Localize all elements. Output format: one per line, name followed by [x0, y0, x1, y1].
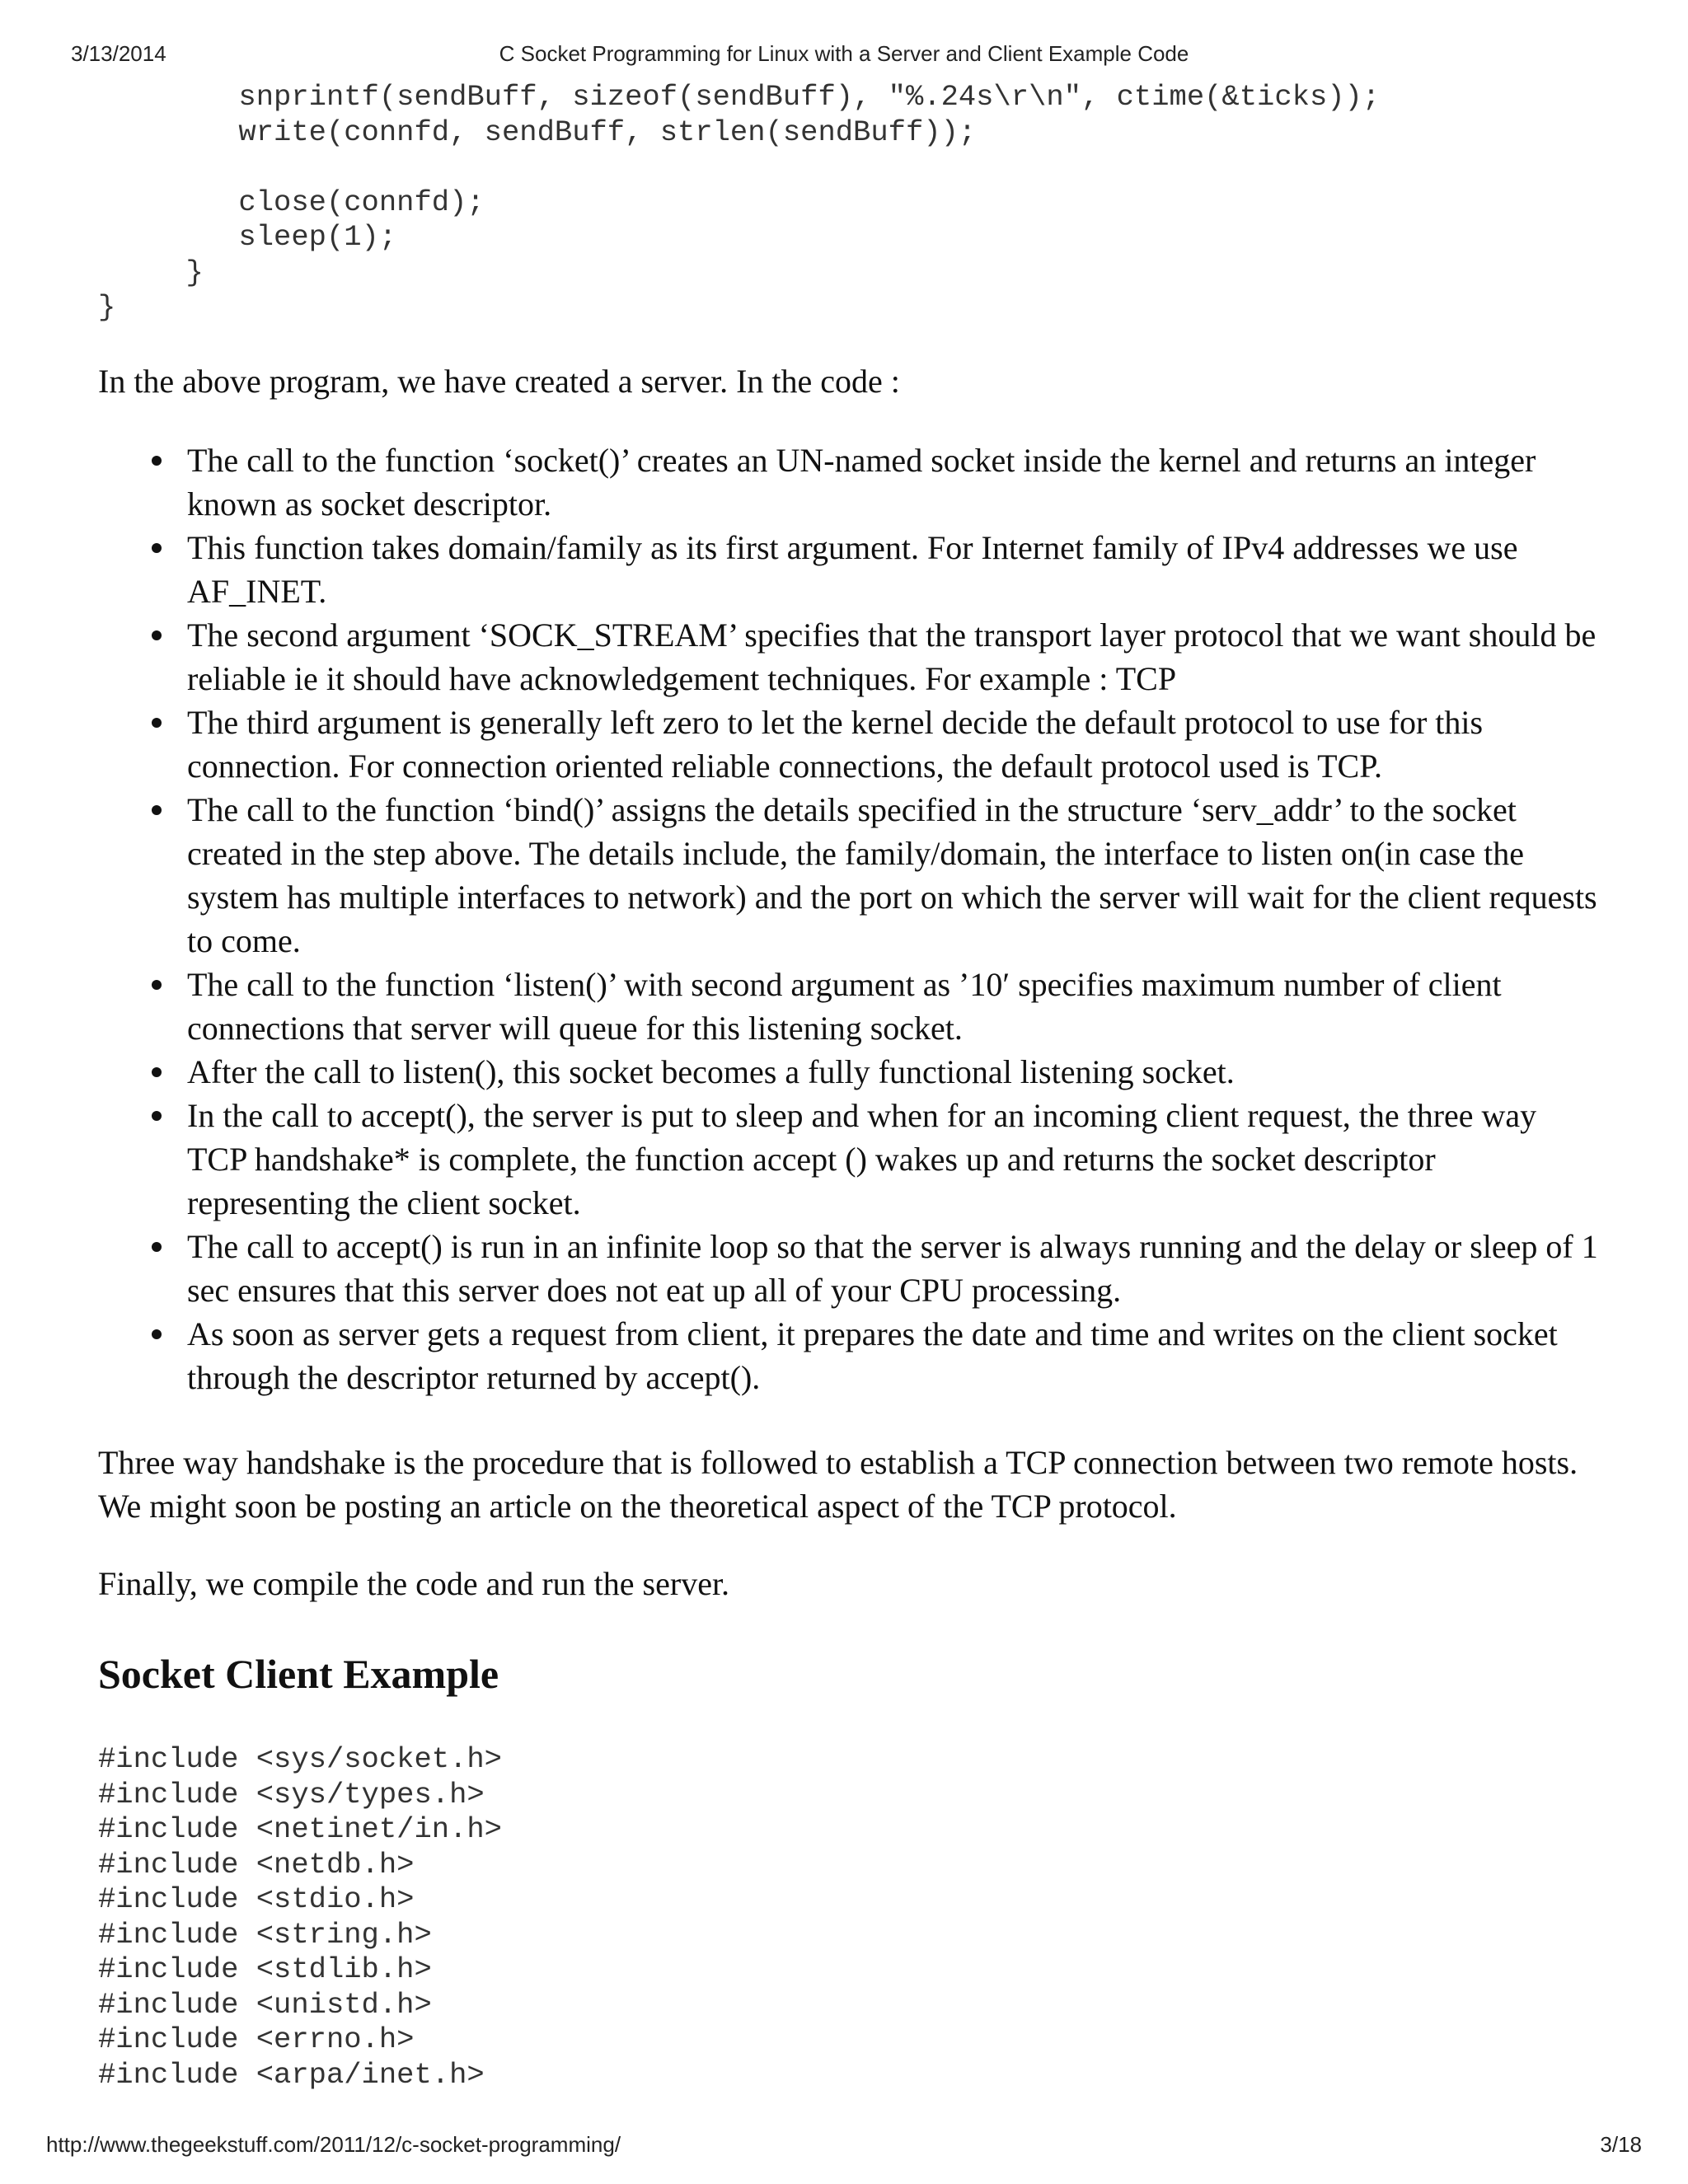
code-line: #include <arpa/inet.h> [98, 2057, 485, 2092]
code-line: close(connfd); [98, 185, 485, 219]
code-line: } [98, 255, 204, 289]
code-line: #include <string.h> [98, 1917, 432, 1952]
list-item-text: The call to the function ‘bind()’ assigns the details specified in the structure ‘serv_addr’ to the socket created in the step above. The details include, the family/domain, the interface to listen on(in case the system has multiple interfaces to network) and the port on which the server will wait for the client requests to come. [187, 791, 1597, 959]
list-item-text: The second argument ‘SOCK_STREAM’ specifies that the transport layer protocol that we want should be reliable ie it should have acknowledgement techniques. For example : TCP [187, 616, 1597, 697]
list-item [98, 788, 1598, 963]
bullet-icon [152, 980, 162, 990]
bullet-icon [152, 1067, 162, 1077]
page-number: 3/18 [1600, 2132, 1642, 2157]
bullet-icon [152, 543, 162, 553]
list-item [98, 701, 1598, 788]
code-line: } [98, 290, 116, 324]
finally-paragraph: Finally, we compile the code and run the server. [98, 1565, 730, 1602]
list-item-text: After the call to listen(), this socket becomes a fully functional listening socket. [187, 1053, 1235, 1090]
bullet-icon [152, 1242, 162, 1252]
list-item-text: This function takes domain/family as its first argument. For Internet family of IPv4 addresses we use AF_INET. [187, 529, 1518, 610]
list-item [98, 1312, 1598, 1399]
section-heading: Socket Client Example [98, 1651, 499, 1697]
list-item-text: As soon as server gets a request from client, it prepares the date and time and writes on the client socket through the descriptor returned by accept(). [187, 1315, 1558, 1396]
list-item-text: The call to the function ‘socket()’ creates an UN-named socket inside the kernel and returns an integer known as socket descriptor. [187, 442, 1536, 523]
code-line: #include <netdb.h> [98, 1847, 415, 1882]
list-item-text: The call to the function ‘listen()’ with second argument as ’10′ specifies maximum number of client connections that server will queue for this listening socket. [187, 966, 1502, 1047]
list-item-text: The call to accept() is run in an infinite loop so that the server is always running and the delay or sleep of 1 sec ensures that this server does not eat up all of your CPU processing. [187, 1228, 1598, 1309]
handshake-paragraph: Three way handshake is the procedure that is followed to establish a TCP connection between two remote hosts. We might soon be posting an article on the theoretical aspect of the TCP protocol. [98, 1444, 1578, 1525]
header-title: C Socket Programming for Linux with a Server and Client Example Code [499, 41, 1189, 66]
list-item [98, 613, 1598, 701]
bullet-icon [152, 805, 162, 815]
footer-url: http://www.thegeekstuff.com/2011/12/c-socket-programming/ [46, 2132, 621, 2157]
client-code-block [98, 1742, 502, 2093]
bullet-icon [152, 1111, 162, 1121]
code-line: #include <unistd.h> [98, 1987, 432, 2022]
code-line: #include <stdio.h> [98, 1882, 415, 1916]
header-date: 3/13/2014 [71, 41, 166, 66]
bullet-icon [152, 718, 162, 728]
code-line: snprintf(sendBuff, sizeof(sendBuff), "%.24s\r\n", ctime(&ticks)); [98, 80, 1381, 114]
code-line: sleep(1); [98, 220, 397, 254]
code-line: write(connfd, sendBuff, strlen(sendBuff)); [98, 115, 977, 149]
list-item-text: In the call to accept(), the server is put to sleep and when for an incoming client request, the three way TCP handshake* is complete, the function accept () wakes up and returns the socket descriptor representing the client socket. [187, 1097, 1537, 1221]
bullet-icon [152, 456, 162, 466]
list-item [98, 1094, 1598, 1225]
list-item-text: The third argument is generally left zero to let the kernel decide the default protocol to use for this connection. For connection oriented reliable connections, the default protocol used is TCP. [187, 704, 1484, 785]
bullet-icon [152, 630, 162, 640]
intro-paragraph: In the above program, we have created a server. In the code : [98, 363, 900, 400]
server-code-block [98, 80, 1380, 326]
list-item [98, 526, 1598, 613]
list-item [98, 963, 1598, 1050]
code-line: #include <errno.h> [98, 2022, 415, 2056]
code-line: #include <sys/socket.h> [98, 1742, 502, 1776]
list-item [98, 1050, 1598, 1094]
list-item [98, 438, 1598, 526]
bullet-icon [152, 1329, 162, 1339]
code-line: #include <sys/types.h> [98, 1777, 485, 1811]
server-explanation-list [98, 438, 1598, 1399]
list-item [98, 1225, 1598, 1312]
code-line: #include <netinet/in.h> [98, 1812, 502, 1846]
code-line: #include <stdlib.h> [98, 1952, 432, 1986]
